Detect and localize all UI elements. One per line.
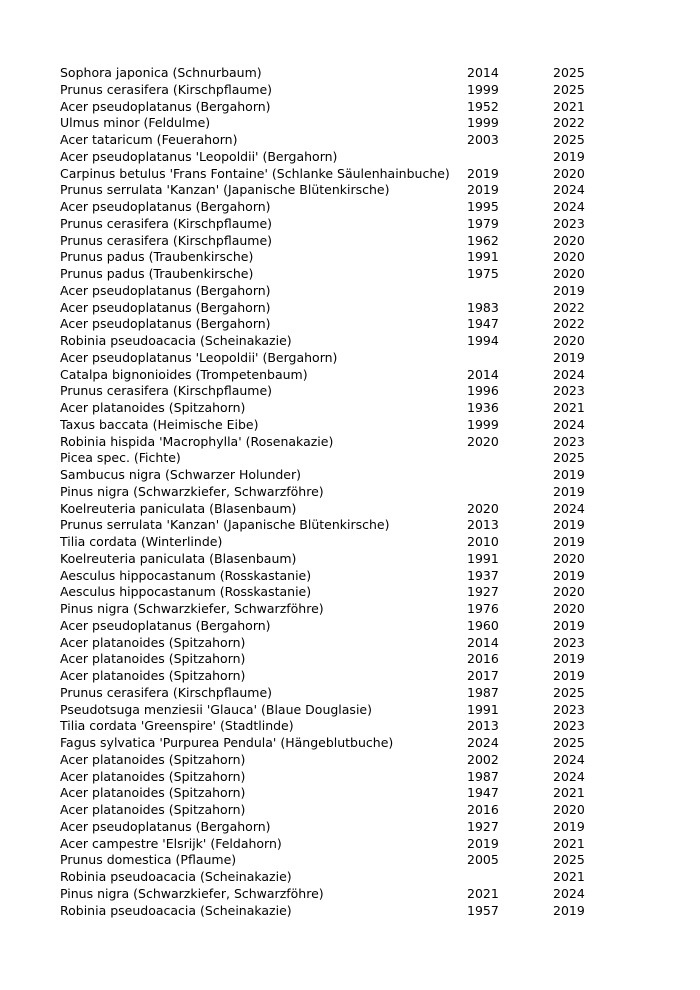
table-row <box>60 316 620 333</box>
tree-species-cell: Robinia pseudoacacia (Scheinakazie) <box>60 902 292 918</box>
tree-species-cell: Acer pseudoplatanus (Bergahorn) <box>60 98 271 114</box>
planting-year-cell <box>467 467 553 484</box>
tree-species-cell: Prunus cerasifera (Kirschpflaume) <box>60 81 273 97</box>
record-year-cell: 2019 <box>553 668 585 683</box>
tree-species-cell: Prunus domestica (Pflaume) <box>60 852 237 868</box>
record-year-cell: 2019 <box>553 483 585 499</box>
planting-year-cell <box>467 149 553 166</box>
tree-species-cell: Acer platanoides (Spitzahorn) <box>60 651 246 667</box>
tree-species-cell: Pseudotsuga menziesii 'Glauca' (Blaue Douglasie) <box>60 701 372 717</box>
table-row <box>60 132 620 149</box>
table-row <box>60 718 620 735</box>
tree-species-cell: Robinia pseudoacacia (Scheinakazie) <box>60 869 292 884</box>
planting-year-cell: 2014 <box>467 366 499 382</box>
tree-species-cell: Taxus baccata (Heimische Eibe) <box>60 416 259 432</box>
planting-year-cell: 2020 <box>467 500 499 516</box>
planting-year-cell: 1991 <box>467 701 499 717</box>
planting-year-cell: 1975 <box>467 266 499 281</box>
planting-year-cell: 2013 <box>467 718 499 734</box>
record-year-cell: 2022 <box>553 115 585 131</box>
table-row <box>60 551 620 568</box>
table-row <box>60 769 620 786</box>
table-row <box>60 233 620 250</box>
record-year-cell: 2024 <box>553 366 585 382</box>
record-year-cell: 2021 <box>553 98 585 114</box>
tree-list-body <box>60 65 620 919</box>
record-year-cell: 2020 <box>553 601 585 616</box>
record-year-cell: 2019 <box>553 282 585 298</box>
table-row <box>60 333 620 350</box>
planting-year-cell: 2003 <box>467 132 499 147</box>
table-row <box>60 668 620 685</box>
record-year-cell: 2025 <box>553 81 585 97</box>
table-row <box>60 501 620 518</box>
table-row <box>60 836 620 853</box>
record-year-cell: 2024 <box>553 885 585 901</box>
record-year-cell: 2025 <box>553 735 585 750</box>
table-row <box>60 635 620 652</box>
table-row <box>60 115 620 132</box>
table-row <box>60 886 620 903</box>
tree-species-cell: Acer platanoides (Spitzahorn) <box>60 768 246 784</box>
tree-species-cell: Acer pseudoplatanus 'Leopoldii' (Bergahorn) <box>60 349 338 365</box>
record-year-cell: 2023 <box>553 215 585 231</box>
table-row <box>60 300 620 317</box>
tree-species-cell: Acer pseudoplatanus (Bergahorn) <box>60 316 271 332</box>
tree-species-cell: Robinia pseudoacacia (Scheinakazie) <box>60 333 292 348</box>
tree-species-cell: Prunus cerasifera (Kirschpflaume) <box>60 383 273 399</box>
table-row <box>60 819 620 836</box>
table-row <box>60 802 620 819</box>
planting-year-cell: 1991 <box>467 249 499 265</box>
planting-year-cell: 2013 <box>467 517 499 533</box>
record-year-cell: 2023 <box>553 433 585 449</box>
tree-species-cell: Sophora japonica (Schnurbaum) <box>60 65 262 80</box>
tree-species-cell: Acer tataricum (Feuerahorn) <box>60 132 238 147</box>
record-year-cell: 2021 <box>553 835 585 851</box>
tree-species-cell: Acer pseudoplatanus (Bergahorn) <box>60 282 271 298</box>
table-row <box>60 752 620 769</box>
planting-year-cell: 1979 <box>467 215 499 231</box>
tree-species-cell: Picea spec. (Fichte) <box>60 450 181 466</box>
planting-year-cell: 1983 <box>467 299 499 315</box>
planting-year-cell <box>467 869 553 886</box>
record-year-cell: 2020 <box>553 249 585 265</box>
record-year-cell: 2023 <box>553 701 585 717</box>
tree-species-cell: Carpinus betulus 'Frans Fontaine' (Schlanke Säulenhainbuche) <box>60 165 450 181</box>
table-row <box>60 685 620 702</box>
record-year-cell: 2019 <box>553 467 585 482</box>
planting-year-cell: 1976 <box>467 601 499 616</box>
planting-year-cell: 1996 <box>467 383 499 399</box>
planting-year-cell: 1999 <box>467 416 499 432</box>
record-year-cell: 2020 <box>553 333 585 348</box>
table-row <box>60 82 620 99</box>
tree-species-cell: Acer pseudoplatanus 'Leopoldii' (Bergahorn) <box>60 148 338 164</box>
table-row <box>60 65 620 82</box>
tree-species-cell: Prunus padus (Traubenkirsche) <box>60 266 254 281</box>
tree-species-cell: Koelreuteria paniculata (Blasenbaum) <box>60 550 297 566</box>
tree-species-cell: Prunus cerasifera (Kirschpflaume) <box>60 215 273 231</box>
tree-species-cell: Pinus nigra (Schwarzkiefer, Schwarzföhre) <box>60 885 324 901</box>
record-year-cell: 2019 <box>553 902 585 918</box>
planting-year-cell <box>467 484 553 501</box>
tree-species-cell: Aesculus hippocastanum (Rosskastanie) <box>60 567 312 583</box>
table-row <box>60 534 620 551</box>
record-year-cell: 2023 <box>553 634 585 650</box>
record-year-cell: 2020 <box>553 584 585 600</box>
planting-year-cell: 1947 <box>467 785 499 801</box>
record-year-cell: 2019 <box>553 349 585 365</box>
planting-year-cell: 2016 <box>467 651 499 667</box>
table-row <box>60 400 620 417</box>
tree-species-cell: Prunus cerasifera (Kirschpflaume) <box>60 684 273 700</box>
tree-species-cell: Sambucus nigra (Schwarzer Holunder) <box>60 467 302 482</box>
record-year-cell: 2019 <box>553 567 585 583</box>
tree-species-cell: Acer platanoides (Spitzahorn) <box>60 785 246 801</box>
table-row <box>60 568 620 585</box>
tree-species-cell: Acer pseudoplatanus (Bergahorn) <box>60 617 271 633</box>
record-year-cell: 2022 <box>553 316 585 332</box>
planting-year-cell: 2010 <box>467 534 499 549</box>
table-row <box>60 166 620 183</box>
planting-year-cell: 1952 <box>467 98 499 114</box>
planting-year-cell: 1927 <box>467 584 499 600</box>
record-year-cell: 2021 <box>553 785 585 801</box>
planting-year-cell: 1987 <box>467 768 499 784</box>
table-row <box>60 367 620 384</box>
planting-year-cell: 1999 <box>467 115 499 131</box>
planting-year-cell: 2002 <box>467 751 499 767</box>
table-row <box>60 216 620 233</box>
record-year-cell: 2023 <box>553 718 585 734</box>
table-row <box>60 903 620 920</box>
table-row <box>60 99 620 116</box>
record-year-cell: 2019 <box>553 148 585 164</box>
planting-year-cell: 1995 <box>467 199 499 214</box>
record-year-cell: 2021 <box>553 400 585 415</box>
planting-year-cell: 2019 <box>467 835 499 851</box>
tree-list-table <box>60 65 620 919</box>
tree-species-cell: Fagus sylvatica 'Purpurea Pendula' (Hängeblutbuche) <box>60 735 394 750</box>
planting-year-cell: 1999 <box>467 81 499 97</box>
planting-year-cell: 2005 <box>467 852 499 868</box>
tree-species-cell: Koelreuteria paniculata (Blasenbaum) <box>60 500 297 516</box>
tree-species-cell: Aesculus hippocastanum (Rosskastanie) <box>60 584 312 600</box>
tree-species-cell: Prunus serrulata 'Kanzan' (Japanische Blütenkirsche) <box>60 182 390 198</box>
planting-year-cell: 1962 <box>467 232 499 248</box>
tree-species-cell: Acer campestre 'Elsrijk' (Feldahorn) <box>60 835 282 851</box>
tree-species-cell: Tilia cordata 'Greenspire' (Stadtlinde) <box>60 718 294 734</box>
planting-year-cell: 1994 <box>467 333 499 348</box>
planting-year-cell: 1991 <box>467 550 499 566</box>
table-row <box>60 618 620 635</box>
record-year-cell: 2022 <box>553 299 585 315</box>
tree-species-cell: Catalpa bignonioides (Trompetenbaum) <box>60 366 308 382</box>
table-row <box>60 434 620 451</box>
table-row <box>60 199 620 216</box>
table-row <box>60 651 620 668</box>
tree-species-cell: Prunus serrulata 'Kanzan' (Japanische Blütenkirsche) <box>60 517 390 533</box>
record-year-cell: 2025 <box>553 450 585 466</box>
planting-year-cell: 1936 <box>467 400 499 415</box>
record-year-cell: 2020 <box>553 550 585 566</box>
tree-species-cell: Tilia cordata (Winterlinde) <box>60 534 223 549</box>
table-row <box>60 584 620 601</box>
record-year-cell: 2019 <box>553 534 585 549</box>
tree-species-cell: Prunus padus (Traubenkirsche) <box>60 249 254 265</box>
record-year-cell: 2025 <box>553 65 585 80</box>
table-row <box>60 417 620 434</box>
record-year-cell: 2024 <box>553 500 585 516</box>
table-row <box>60 383 620 400</box>
record-year-cell: 2024 <box>553 751 585 767</box>
planting-year-cell: 2014 <box>467 634 499 650</box>
planting-year-cell: 1960 <box>467 617 499 633</box>
record-year-cell: 2024 <box>553 199 585 214</box>
planting-year-cell: 1927 <box>467 818 499 834</box>
planting-year-cell <box>467 450 553 467</box>
record-year-cell: 2025 <box>553 852 585 868</box>
table-row <box>60 450 620 467</box>
planting-year-cell: 2019 <box>467 182 499 198</box>
record-year-cell: 2019 <box>553 617 585 633</box>
planting-year-cell: 2016 <box>467 802 499 817</box>
table-row <box>60 735 620 752</box>
table-row <box>60 601 620 618</box>
record-year-cell: 2019 <box>553 651 585 667</box>
record-year-cell: 2020 <box>553 802 585 817</box>
tree-species-cell: Prunus cerasifera (Kirschpflaume) <box>60 232 273 248</box>
planting-year-cell: 1937 <box>467 567 499 583</box>
table-row <box>60 182 620 199</box>
planting-year-cell: 2019 <box>467 165 499 181</box>
planting-year-cell: 2014 <box>467 65 499 80</box>
tree-species-cell: Acer platanoides (Spitzahorn) <box>60 802 246 817</box>
tree-species-cell: Pinus nigra (Schwarzkiefer, Schwarzföhre) <box>60 601 324 616</box>
table-row <box>60 266 620 283</box>
record-year-cell: 2021 <box>553 869 585 884</box>
tree-species-cell: Acer platanoides (Spitzahorn) <box>60 668 246 683</box>
planting-year-cell <box>467 350 553 367</box>
table-row <box>60 149 620 166</box>
record-year-cell: 2023 <box>553 383 585 399</box>
record-year-cell: 2025 <box>553 132 585 147</box>
table-row <box>60 249 620 266</box>
tree-species-cell: Acer platanoides (Spitzahorn) <box>60 400 246 415</box>
record-year-cell: 2024 <box>553 768 585 784</box>
planting-year-cell: 1957 <box>467 902 499 918</box>
record-year-cell: 2019 <box>553 517 585 533</box>
record-year-cell: 2019 <box>553 818 585 834</box>
planting-year-cell: 2017 <box>467 668 499 683</box>
tree-species-cell: Robinia hispida 'Macrophylla' (Rosenakazie) <box>60 433 334 449</box>
table-row <box>60 517 620 534</box>
table-row <box>60 283 620 300</box>
table-row <box>60 350 620 367</box>
record-year-cell: 2020 <box>553 232 585 248</box>
record-year-cell: 2025 <box>553 684 585 700</box>
tree-species-cell: Pinus nigra (Schwarzkiefer, Schwarzföhre) <box>60 483 324 499</box>
planting-year-cell: 2020 <box>467 433 499 449</box>
table-row <box>60 869 620 886</box>
table-row <box>60 852 620 869</box>
tree-species-cell: Ulmus minor (Feldulme) <box>60 115 211 131</box>
table-row <box>60 702 620 719</box>
record-year-cell: 2020 <box>553 266 585 281</box>
tree-species-cell: Acer platanoides (Spitzahorn) <box>60 751 246 767</box>
tree-species-cell: Acer pseudoplatanus (Bergahorn) <box>60 199 271 214</box>
tree-species-cell: Acer pseudoplatanus (Bergahorn) <box>60 299 271 315</box>
planting-year-cell: 1987 <box>467 684 499 700</box>
record-year-cell: 2024 <box>553 182 585 198</box>
record-year-cell: 2020 <box>553 165 585 181</box>
tree-species-cell: Acer pseudoplatanus (Bergahorn) <box>60 818 271 834</box>
planting-year-cell: 1947 <box>467 316 499 332</box>
planting-year-cell: 2021 <box>467 885 499 901</box>
table-row <box>60 484 620 501</box>
tree-species-cell: Acer platanoides (Spitzahorn) <box>60 634 246 650</box>
planting-year-cell <box>467 283 553 300</box>
table-row <box>60 467 620 484</box>
record-year-cell: 2024 <box>553 416 585 432</box>
planting-year-cell: 2024 <box>467 735 499 750</box>
table-row <box>60 785 620 802</box>
